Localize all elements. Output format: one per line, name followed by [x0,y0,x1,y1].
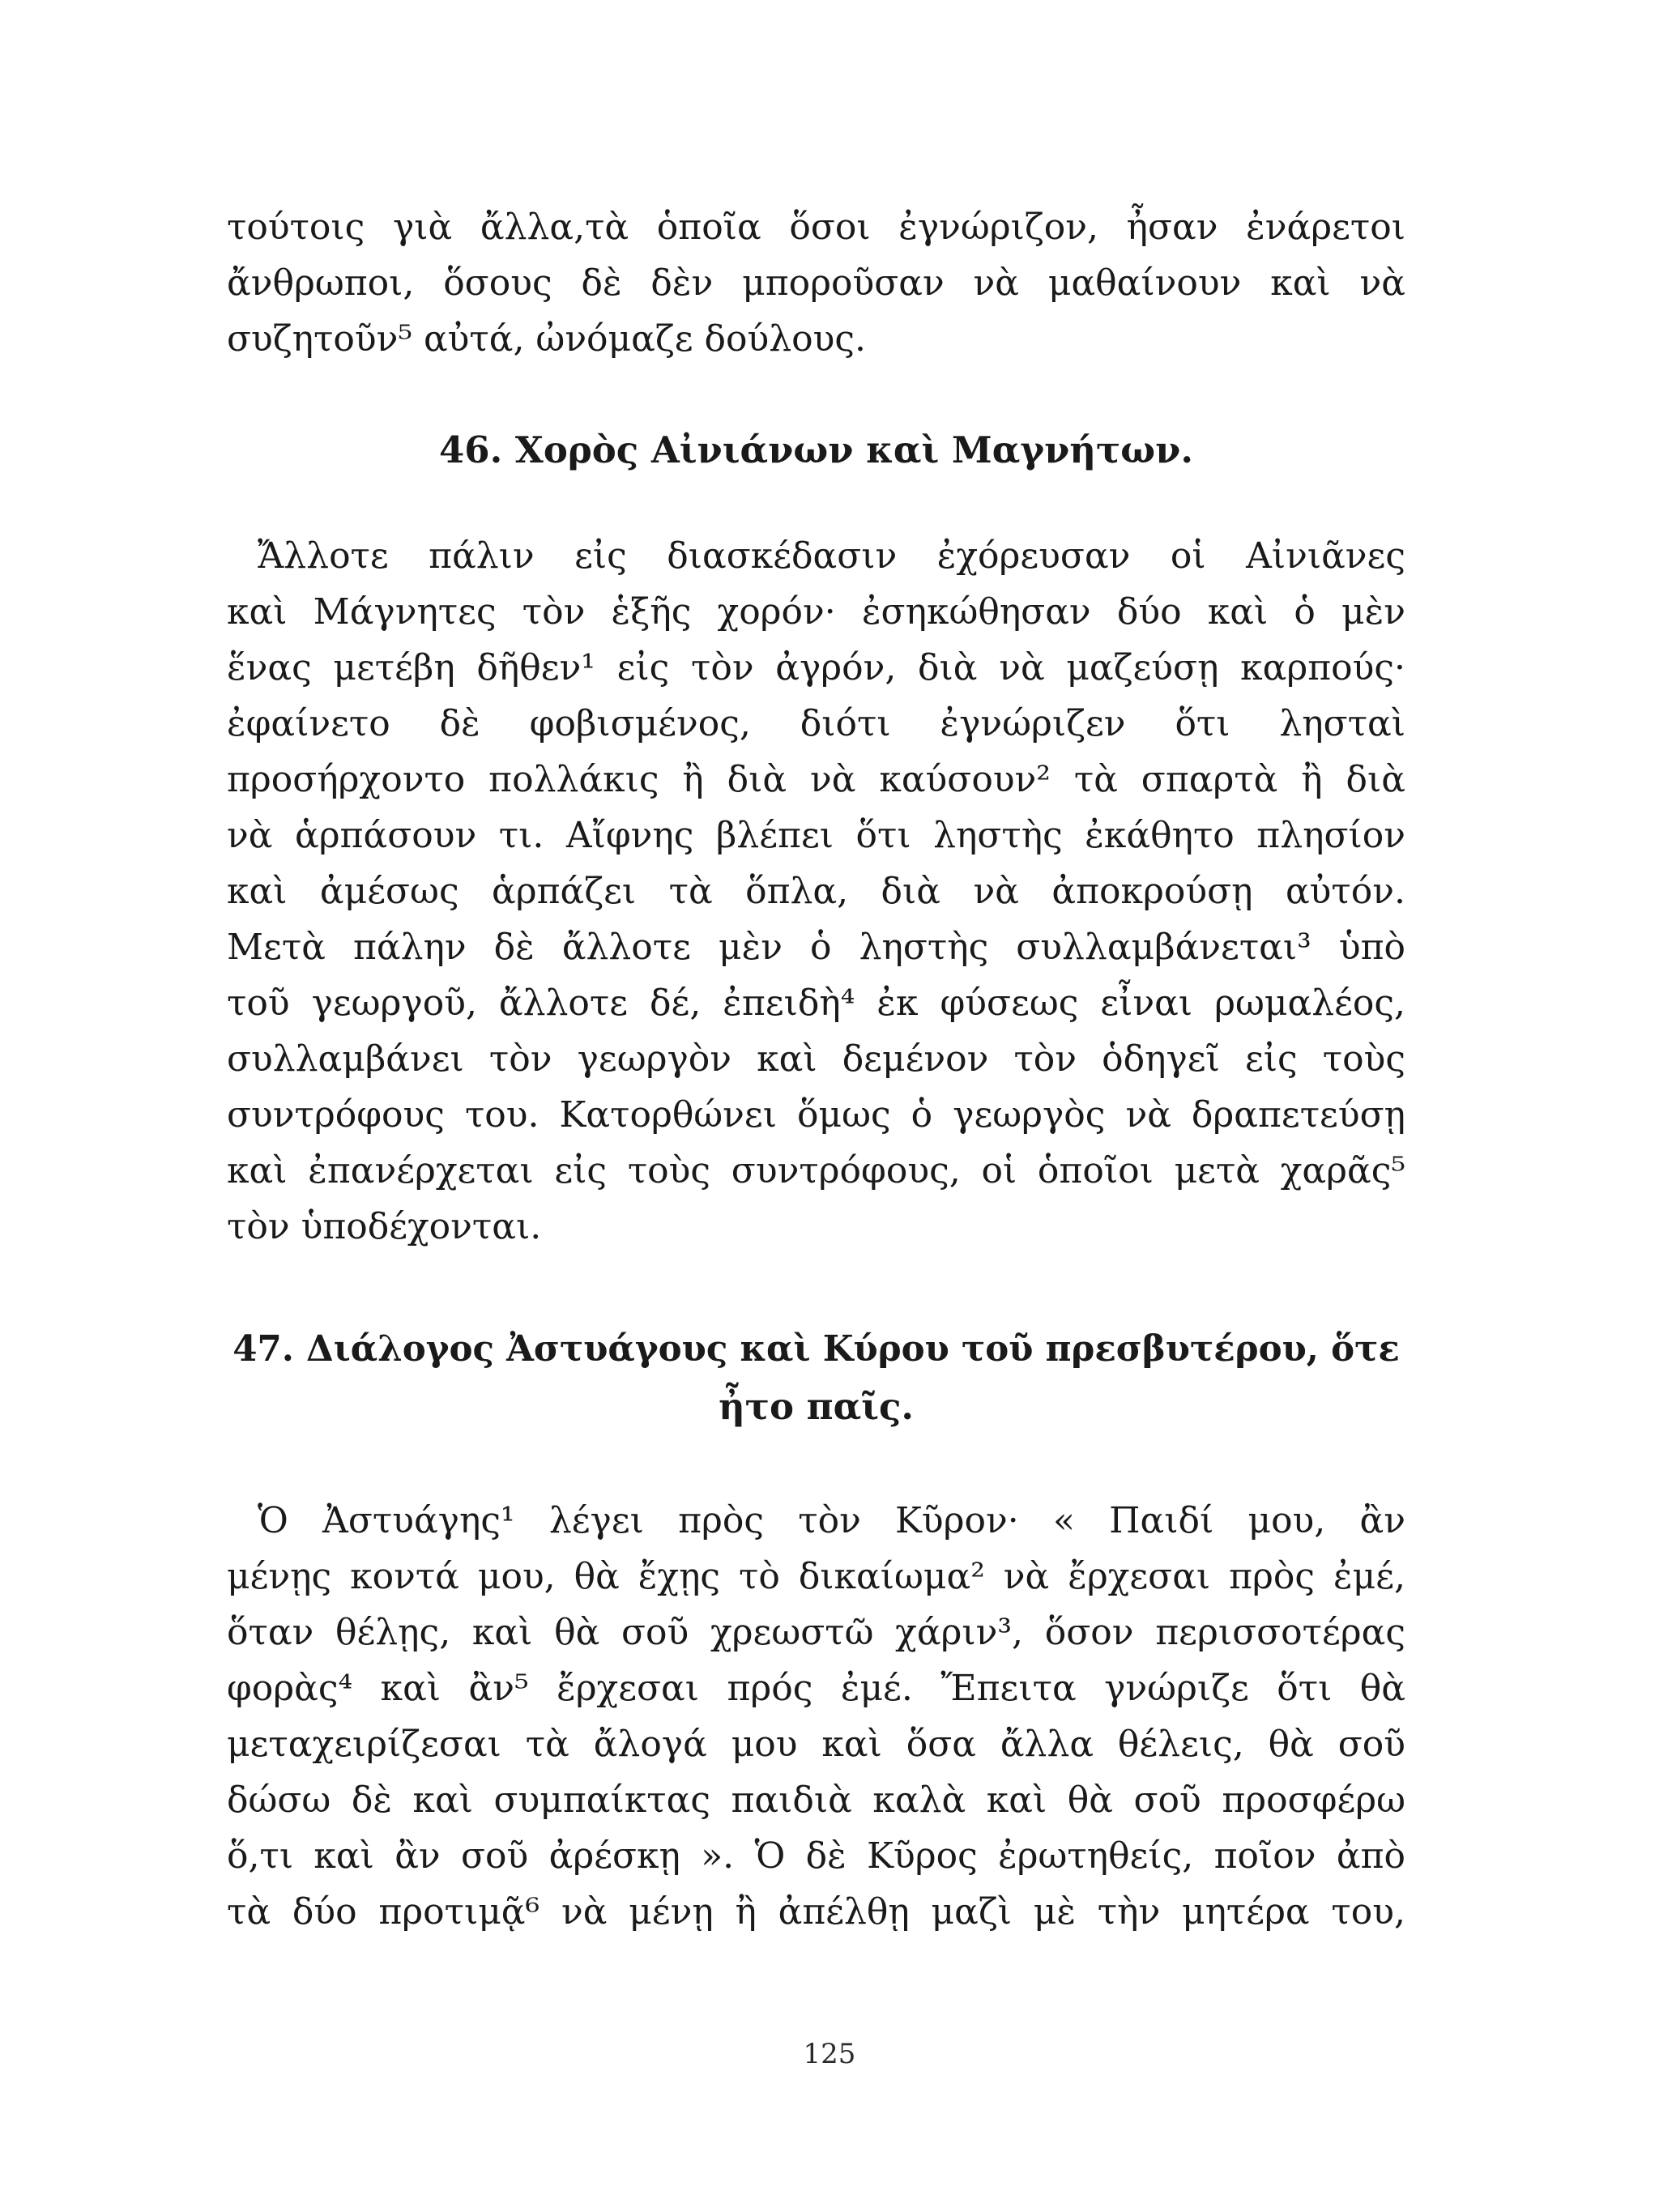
text-line: προσήρχοντο πολλάκις ἢ διὰ νὰ καύσουν² τὰ σπαρτὰ ἢ διὰ [227,759,1405,800]
section-46-paragraph [227,528,1405,1255]
page-number: 125 [803,2038,856,2070]
text-line: καὶ Μάγνητες τὸν ἑξῆς χορόν· ἐσηκώθησαν δύο καὶ ὁ μὲν [227,591,1405,633]
text-line: ἕνας μετέβη δῆθεν¹ εἰς τὸν ἀγρόν, διὰ νὰ μαζεύσῃ καρπούς· [227,647,1405,688]
text-line: ἄνθρωποι, ὅσους δὲ δὲν μποροῦσαν νὰ μαθαίνουν καὶ νὰ [227,262,1405,304]
text-line: τοῦ γεωργοῦ, ἄλλοτε δέ, ἐπειδὴ⁴ ἐκ φύσεως εἶναι ρωμαλέος, [227,982,1405,1024]
heading-line: 46. Χορὸς Αἰνιάνων καὶ Μαγνήτων. [438,428,1194,471]
text-line: Μετὰ πάλην δὲ ἄλλοτε μὲν ὁ ληστὴς συλλαμβάνεται³ ὑπὸ [227,927,1405,968]
text-line: φορὰς⁴ καὶ ἂν⁵ ἔρχεσαι πρός ἐμέ. Ἔπειτα γνώριζε ὅτι θὰ [227,1668,1405,1709]
text-line: ὅταν θέλῃς, καὶ θὰ σοῦ χρεωστῶ χάριν³, ὅσον περισσοτέρας [227,1612,1405,1653]
text-line: συζητοῦν⁵ αὐτά, ὠνόμαζε δούλους. [227,318,866,360]
section-46-heading [227,421,1405,479]
text-line: δώσω δὲ καὶ συμπαίκτας παιδιὰ καλὰ καὶ θὰ σοῦ προσφέρω [227,1779,1405,1821]
text-line: τούτοις γιὰ ἄλλα,τὰ ὁποῖα ὅσοι ἐγνώριζον, ἦσαν ἐνάρετοι [227,207,1405,248]
text-line: ἐφαίνετο δὲ φοβισμένος, διότι ἐγνώριζεν ὅτι λησταὶ [227,703,1405,744]
text-line: μένῃς κοντά μου, θὰ ἔχῃς τὸ δικαίωμα² νὰ ἔρχεσαι πρὸς ἐμέ, [227,1556,1405,1597]
text-line: τὰ δύο προτιμᾷ⁶ νὰ μένῃ ἢ ἀπέλθῃ μαζὶ μὲ τὴν μητέρα του, [227,1891,1405,1933]
text-line: συλλαμβάνει τὸν γεωργὸν καὶ δεμένον τὸν ὁδηγεῖ εἰς τοὺς [227,1038,1405,1080]
text-line: Ὁ Ἀστυάγης¹ λέγει πρὸς τὸν Κῦρον· « Παιδί μου, ἂν [258,1500,1405,1541]
text-line: τὸν ὑποδέχονται. [227,1206,542,1247]
text-line: καὶ ἀμέσως ἁρπάζει τὰ ὅπλα, διὰ νὰ ἀποκρούσῃ αὐτόν. [227,871,1405,912]
text-line: Ἄλλοτε πάλιν εἰς διασκέδασιν ἐχόρευσαν οἱ Αἰνιᾶνες [258,535,1405,577]
heading-line: 47. Διάλογος Ἀστυάγους καὶ Κύρου τοῦ πρεσβυτέρου, ὅτε [232,1328,1400,1370]
text-line: καὶ ἐπανέρχεται εἰς τοὺς συντρόφους, οἱ ὁποῖοι μετὰ χαρᾶς⁵ [227,1150,1405,1191]
heading-line: ἦτο παῖς. [718,1385,915,1428]
section-47-heading [227,1320,1405,1435]
text-line: νὰ ἁρπάσουν τι. Αἴφνης βλέπει ὅτι ληστὴς ἐκάθητο πλησίον [227,815,1405,856]
text-line: ὅ,τι καὶ ἂν σοῦ ἀρέσκῃ ». Ὁ δὲ Κῦρος ἐρωτηθείς, ποῖον ἀπὸ [227,1835,1405,1877]
section-47-paragraph [227,1493,1405,1940]
text-line: συντρόφους του. Κατορθώνει ὅμως ὁ γεωργὸς νὰ δραπετεύσῃ [227,1094,1405,1136]
text-line: μεταχειρίζεσαι τὰ ἄλογά μου καὶ ὅσα ἄλλα θέλεις, θὰ σοῦ [227,1724,1405,1765]
continued-paragraph [227,199,1405,367]
